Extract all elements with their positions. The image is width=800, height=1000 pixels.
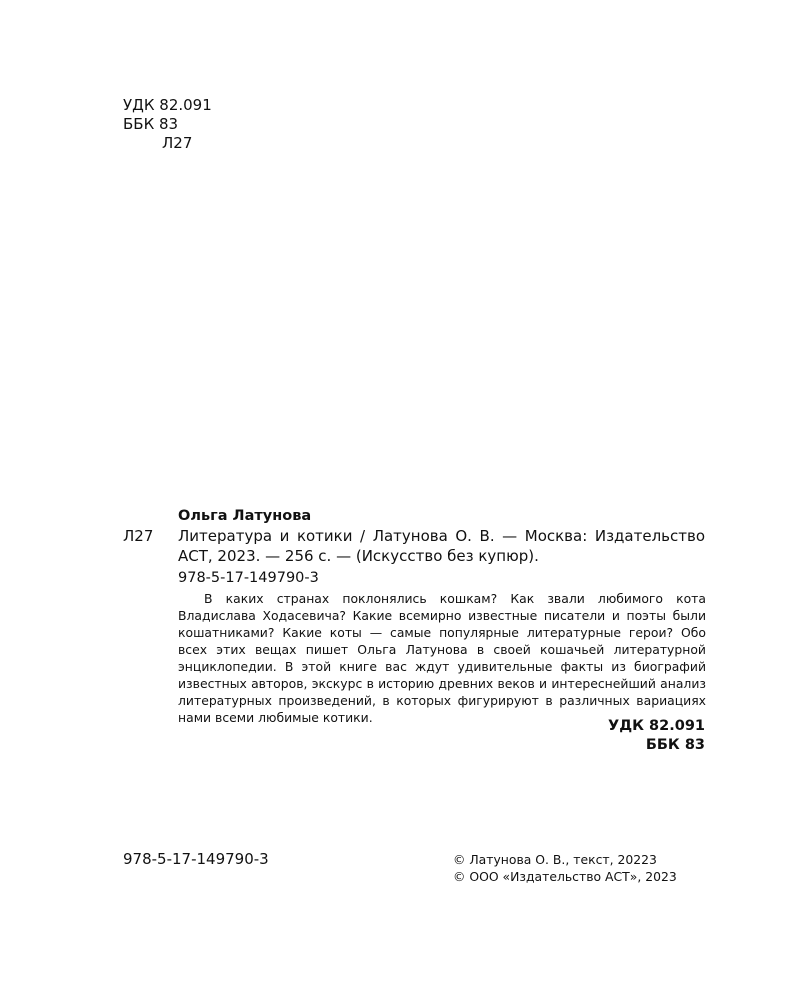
card-udk: УДК 82.091 <box>608 718 705 734</box>
card-classification-block <box>608 717 705 755</box>
card-bbk: ББК 83 <box>645 737 705 753</box>
copyright-author: © Латунова О. В., текст, 20223 <box>453 852 657 867</box>
card-author: Ольга Латунова <box>178 508 312 524</box>
top-udk: УДК 82.091 <box>123 96 212 114</box>
copyright-publisher: © ООО «Издательство АСТ», 2023 <box>453 869 677 884</box>
top-author-code: Л27 <box>162 134 193 152</box>
footer-copyright-block <box>453 851 677 885</box>
card-author-code: Л27 <box>123 527 154 545</box>
card-isbn: 978-5-17-149790-3 <box>178 570 319 586</box>
card-annotation: В каких странах поклонялись кошкам? Как звали любимого кота Владислава Ходасевича? Какие всемирно известные писатели и поэты были кошатниками? Какие коты — самые популярные литературные герои? Обо всех этих вещах пишет Ольга Латунова в своей кошачьей литературной энциклопедии. В этой книге вас ждут удивительные факты из биографий известных авторов, экскурс в историю древних веков и интереснейший анализ литературных произведений, в которых фигурируют в различных вариациях нами всеми любимые котики. <box>178 591 706 725</box>
footer-isbn: 978-5-17-149790-3 <box>123 850 269 868</box>
card-bibliographic-description: Литература и котики / Латунова О. В. — Москва: Издательство АСТ, 2023. — 256 с. — (Искусство без купюр). <box>178 527 705 565</box>
top-classification-block <box>123 96 212 153</box>
top-bbk: ББК 83 <box>123 115 179 133</box>
